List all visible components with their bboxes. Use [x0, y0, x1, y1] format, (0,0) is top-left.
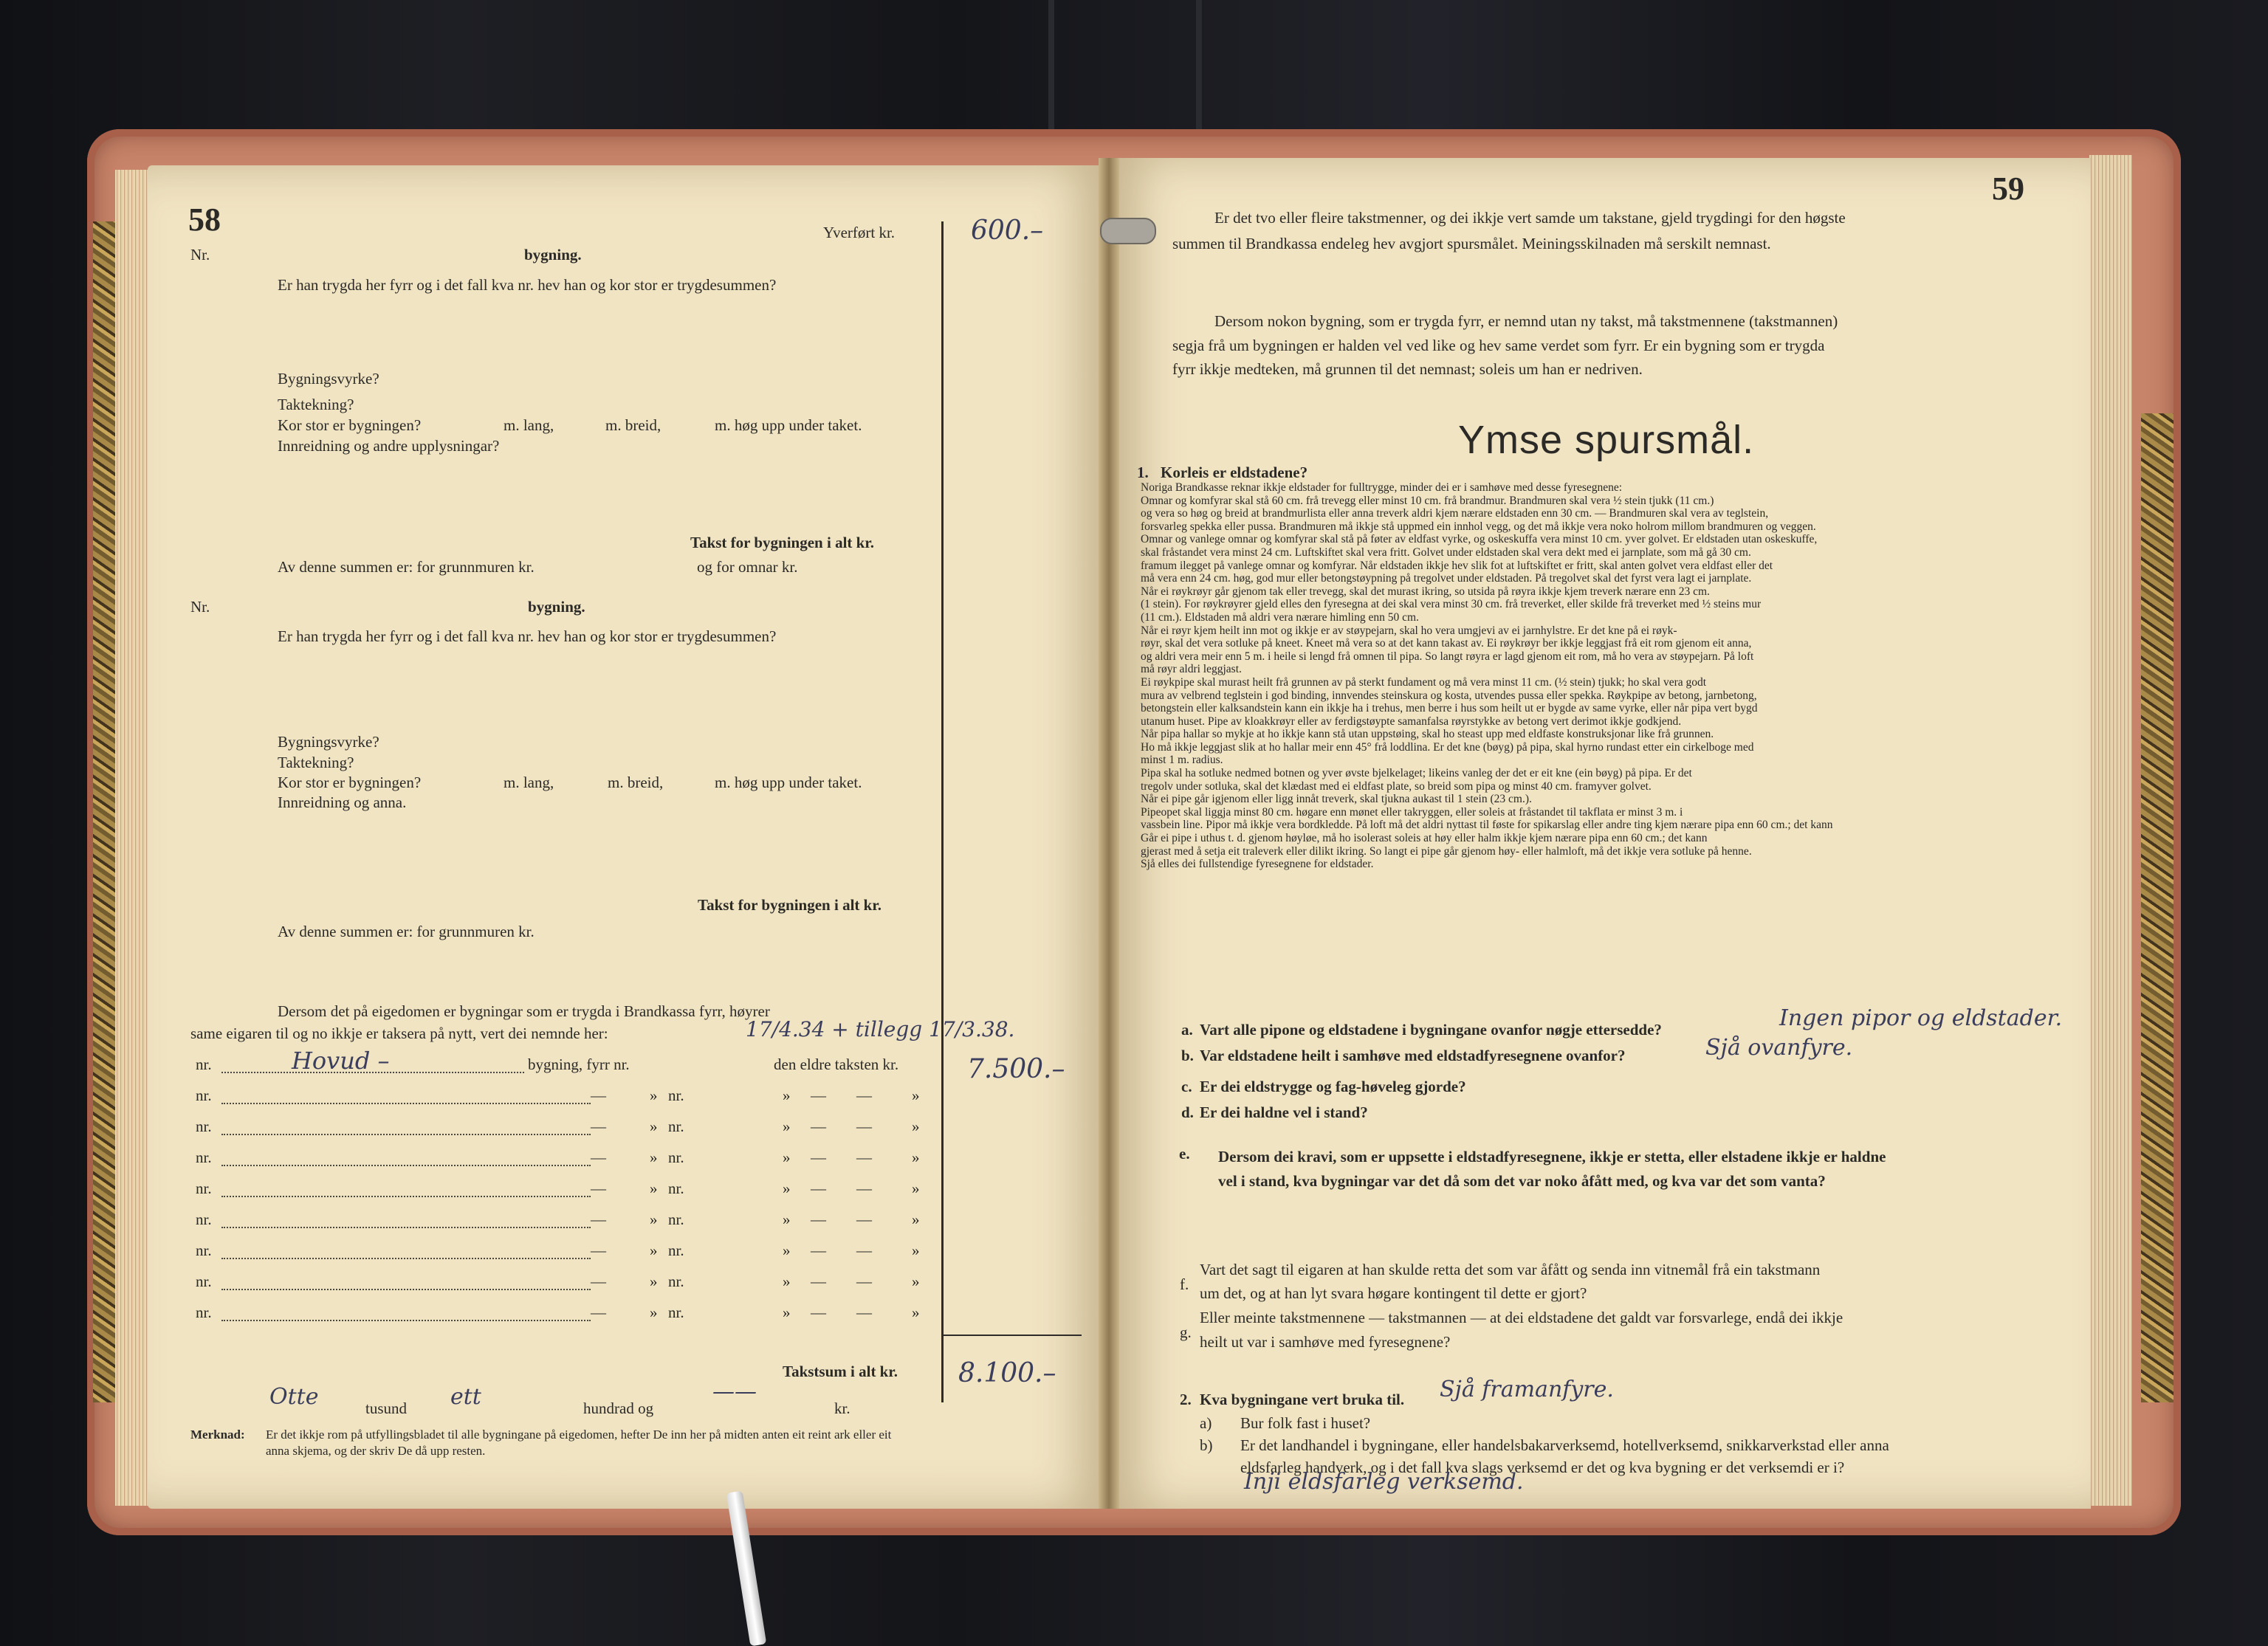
- rule-line: (1 stein). For røykrøyrer gjeld elles den fyresegna at dei skal vera minst 30 cm. frå treverket, eller skilde frå treverket med ½ steins mur: [1141, 598, 1762, 611]
- omnar-label: og for omnar kr.: [697, 558, 798, 576]
- old-row-quote: »: [783, 1304, 791, 1321]
- amount-column-rule: [941, 221, 944, 1402]
- q2b-line2: eldsfarleg handverk, og i det fall kva slags verksemd er det og kva bygning er det verksemdi er i?: [1240, 1459, 1845, 1476]
- rule-line: røyr, skal det vera sotluke på kneet. Kneet må vera so at det kann takast av. Ei røykrøyr ber ikkje leggjast frå eit rom gjenom eit anna,: [1141, 637, 1752, 650]
- qf-line1: Vart det sagt til eigaren at han skulde retta det som var åfått og senda inn vitnemål frå ein takstmann: [1200, 1261, 1821, 1278]
- old-row-leader: [221, 1289, 591, 1290]
- merknad-line2: anna skjema, og der skriv De då upp resten.: [266, 1444, 486, 1458]
- takstsum-handwritten: 8.100.–: [958, 1358, 1056, 1388]
- q2-question: Kva bygningane vert bruka til.: [1200, 1391, 1405, 1408]
- rule-line: (11 cm.). Eldstaden må aldri vera nærare himling enn 50 cm.: [1141, 610, 1419, 624]
- eldre-takst-label: den eldre taksten kr.: [774, 1056, 899, 1073]
- av-denne-label: Av denne summen er: for grunnmuren kr.: [278, 923, 535, 940]
- page-number-left: 58: [188, 202, 221, 238]
- old-row-leader: [221, 1258, 591, 1259]
- rule-line: og aldri vera meir enn 5 m. i heile si lengd frå omnen til pipa. So langt røyra er lagd gjenom eit rom, må ho vera av støypejarn. På loft: [1141, 650, 1754, 663]
- takstsum-label: Takstsum i alt kr.: [783, 1363, 898, 1380]
- eldre-takst-handwritten: 7.500.–: [967, 1054, 1065, 1084]
- old-row-nr-label: nr.: [196, 1211, 212, 1228]
- old-row-dash: —: [811, 1273, 826, 1290]
- old-row-quote: »: [912, 1242, 920, 1259]
- old-row-quote: »: [912, 1211, 920, 1228]
- rule-line: betongstein eller kalksandstein kann ein ikkje ha i trehus, men berre i hus som heilt ut er bygde av same vyrke, eller når pipa vert bygd: [1141, 702, 1758, 715]
- qe-line2: vel i stand, kva bygningar var det då som det var noko åfått med, og kva var det som vanta?: [1218, 1172, 1826, 1190]
- old-row-dash: —: [591, 1242, 606, 1259]
- rule-line: framum ilegget på vanlege omnar og komfyrar. Når eldstaden ikkje hev slik fot at luftskiftet er fritt, skal anten golvet vera eldfast eller det: [1141, 559, 1773, 572]
- page-number-right: 59: [1992, 171, 2024, 207]
- rule-line: minst 1 m. radius.: [1141, 754, 1223, 767]
- qe-label: e.: [1179, 1145, 1190, 1163]
- old-row-quote: »: [783, 1118, 791, 1135]
- old-row-nr-fyrr: nr.: [668, 1149, 684, 1166]
- old-row-dash: —: [856, 1180, 872, 1197]
- qc-question: Er dei eldstrygge og fag-høveleg gjorde?: [1200, 1078, 1466, 1095]
- q2-number: 2.: [1180, 1391, 1192, 1408]
- old-row-quote: »: [783, 1180, 791, 1197]
- dersom-text: Dersom det på eigedomen er bygningar som er trygda i Brandkassa fyrr, høyrer: [278, 1002, 770, 1020]
- rule-line: Noriga Brandkasse reknar ikkje eldstader for fulltrygge, minder dei er i samhøve med desse fyresegnene:: [1141, 481, 1623, 494]
- merknad-label: Merknad:: [190, 1428, 245, 1442]
- q2-handwritten: Sjå framanfyre.: [1440, 1377, 1614, 1402]
- rule-line: tregolv under sotluka, skal det klædast med ei eldfast plate, so breid som pipa og minst 40 cm. framyver golvet.: [1141, 779, 1652, 793]
- old-row-nr-fyrr: nr.: [668, 1118, 684, 1135]
- rule-line: Ho må ikkje leggjast slik at ho hallar meir enn 45° frå loddlina. Er det kne (bøyg) på pipa, skal hyrno rundast etter ein cirkelboge med: [1141, 740, 1754, 754]
- qd-label: d.: [1181, 1103, 1194, 1121]
- qb-question: Var eldstadene heilt i samhøve med eldstadfyresegnene ovanfor?: [1200, 1047, 1626, 1064]
- old-row-dash: —: [811, 1180, 826, 1197]
- old-row-dash: —: [856, 1087, 872, 1104]
- qe-line1: Dersom dei kravi, som er uppsette i eldstadfyresegnene, ikkje er stetta, eller elstadene ikkje er haldne: [1218, 1148, 1886, 1165]
- old-row-quote: »: [912, 1118, 920, 1135]
- old-row-dash: —: [591, 1118, 606, 1135]
- old-row-quote: »: [783, 1242, 791, 1259]
- sum-rule: [941, 1335, 1082, 1336]
- old-row-dash: —: [856, 1304, 872, 1321]
- tusund-label: tusund: [365, 1399, 408, 1417]
- old-row-nr-fyrr: nr.: [668, 1273, 684, 1290]
- rule-line: må røyr aldri leggjast.: [1141, 663, 1242, 676]
- old-row-dash: —: [811, 1304, 826, 1321]
- q2a-question: Bur folk fast i huset?: [1240, 1414, 1371, 1432]
- old-row-dash: —: [856, 1242, 872, 1259]
- hundrad-label: hundrad og: [583, 1399, 654, 1417]
- takst-label: Takst for bygningen i alt kr.: [698, 896, 882, 914]
- taktekning-label: Taktekning?: [278, 754, 354, 771]
- rule-line: og vera so høg og breid at brandmurlista eller anna treverk aldri kjem nærare eldstaden enn 30 cm. — Brandmuren skal vera av teglstein,: [1141, 507, 1769, 520]
- m-lang-label: m. lang,: [504, 416, 554, 434]
- tusund-handwritten: Otte: [269, 1384, 319, 1410]
- m-lang-label: m. lang,: [504, 774, 554, 791]
- trygda-question: Er han trygda her fyrr og i det fall kva nr. hev han og kor stor er trygdesummen?: [278, 627, 777, 645]
- old-row-dash: —: [591, 1149, 606, 1166]
- rule-line: Omnar og vanlege omnar og komfyrar skal stå på føter av eldfast vyrke, og oskeskuffa vera minst 10 cm. yver golvet. Er eldstaden utan oskeskuffe,: [1141, 533, 1818, 546]
- m-breid-label: m. breid,: [605, 416, 662, 434]
- q2b-line1: Er det landhandel i bygningane, eller handelsbakarverksemd, hotellverksemd, snikkarverkstad eller anna: [1240, 1436, 1889, 1454]
- rule-line: Ei røykpipe skal murast heilt frå grunnen av på sterkt fundament og må vera minst 11 cm. (½ stein) tjukk; ho skal vera godt: [1141, 675, 1707, 689]
- q2b-label: b): [1200, 1436, 1213, 1454]
- kr-handwritten: ——: [712, 1379, 757, 1405]
- old-row-dash: —: [591, 1180, 606, 1197]
- qb-handwritten: Sjå ovanfyre.: [1705, 1035, 1853, 1061]
- rule-line: gjerast med å setja eit traleverk eller dilikt ikring. So langt ei pipe går gjenom høy- eller halmloft, må det ikkje vera sotluke på henne.: [1141, 844, 1752, 858]
- old-row-leader: [221, 1227, 591, 1228]
- dersom-line1: Dersom nokon bygning, som er trygda fyrr, er nemnd utan ny takst, må takstmennene (takstmannen): [1214, 312, 1838, 330]
- old-row-quote: »: [783, 1087, 791, 1104]
- old-row-nr-fyrr: nr.: [668, 1211, 684, 1228]
- bygningsvyrke-label: Bygningsvyrke?: [278, 370, 379, 388]
- old-row-nr-fyrr: nr.: [668, 1087, 684, 1104]
- innreidning-label: Innreidning og andre upplysningar?: [278, 437, 500, 455]
- rule-line: Omnar og komfyrar skal stå 60 cm. frå trevegg eller minst 10 cm. frå brandmur. Brandmuren skal vera ½ stein tjukk (11 cm.): [1141, 494, 1714, 507]
- old-row-dash: —: [811, 1087, 826, 1104]
- binding-clip: [1100, 218, 1156, 244]
- old-row-dash: —: [811, 1242, 826, 1259]
- old-row-quote: »: [912, 1087, 920, 1104]
- q1-number: 1.: [1137, 464, 1149, 481]
- old-row-quote: »: [912, 1180, 920, 1197]
- old-row-nr-fyrr: nr.: [668, 1242, 684, 1259]
- rule-line: mura av velbrend teglstein i god binding, innvendes steinskura og kosta, utvendes pussa eller spekka. Røykpipe av betong, jarnbetong,: [1141, 689, 1757, 702]
- dersom-handwritten: 17/4.34 + tillegg 17/3.38.: [746, 1017, 1015, 1041]
- old-row-quote: »: [912, 1149, 920, 1166]
- qf-line2: um det, og at han lyt svara høgare kontingent til dette er gjort?: [1200, 1284, 1587, 1302]
- old-row-nr-label: nr.: [196, 1118, 212, 1135]
- carried-label: Yverført kr.: [823, 224, 896, 241]
- old-row-quote: »: [650, 1149, 658, 1166]
- old-row-leader: [221, 1165, 591, 1166]
- old-row-quote: »: [650, 1211, 658, 1228]
- old-row-dash: —: [811, 1211, 826, 1228]
- q1-title: Korleis er eldstadene?: [1161, 464, 1308, 481]
- qg-line1: Eller meinte takstmennene — takstmannen — at dei eldstadene det galdt var forsvarlege, endå dei ikkje: [1200, 1309, 1843, 1326]
- qd-question: Er dei haldne vel i stand?: [1200, 1103, 1368, 1121]
- nr-label: Nr.: [190, 598, 210, 616]
- old-row-quote: »: [912, 1273, 920, 1290]
- qa-label: a.: [1181, 1021, 1193, 1039]
- qa-question: Vart alle pipone og eldstadene i bygningane ovanfor nøgje ettersedde?: [1200, 1021, 1662, 1039]
- kr-label: kr.: [834, 1399, 850, 1417]
- eldstad-rules: [1141, 481, 2008, 871]
- old-row-dash: —: [856, 1118, 872, 1135]
- old-row-quote: »: [783, 1211, 791, 1228]
- intro-line2: summen til Brandkassa endeleg hev avgjort spursmålet. Meiningsskilnaden må serskilt nemnast.: [1172, 235, 1771, 252]
- page-edges-right: [2089, 155, 2132, 1506]
- old-row-nr-label: nr.: [196, 1149, 212, 1166]
- page-edges-left: [115, 170, 151, 1506]
- rule-line: Pipeopet skal liggja minst 80 cm. høgare enn mønet eller takryggen, eller soleis at fråstandet til takflata er minst 3 m. i: [1141, 805, 1683, 819]
- qa-handwritten: Ingen pipor og eldstader.: [1779, 1005, 2063, 1031]
- first-row-handwritten: Hovud –: [292, 1047, 390, 1075]
- intro-line1: Er det tvo eller fleire takstmenner, og dei ikkje vert samde um takstane, gjeld trygdingi for den høgste: [1214, 209, 1846, 227]
- old-row-leader: [221, 1320, 591, 1321]
- bygning-label: bygning.: [524, 246, 582, 264]
- takst-label: Takst for bygningen i alt kr.: [690, 534, 874, 551]
- marbled-edge-right: [2141, 413, 2174, 1402]
- old-row-nr-label: nr.: [196, 1273, 212, 1290]
- rule-line: utanum huset. Pipe av kloakkrøyr eller av ferdigstøypte samanfalsa røyrstykke av betong vert derimot ikkje godkjend.: [1141, 714, 1682, 728]
- old-row-leader: [221, 1103, 591, 1104]
- rule-line: forsvarleg spekka eller pussa. Brandmuren må ikkje stå uppmed ein innhol vegg, og det må ikkje vera noko holrom millom brandmuren og veggen.: [1141, 520, 1816, 533]
- q2a-label: a): [1200, 1414, 1212, 1432]
- old-row-quote: »: [912, 1304, 920, 1321]
- bygning-fyrr-label: bygning, fyrr nr.: [528, 1056, 630, 1073]
- old-row-dash: —: [811, 1118, 826, 1135]
- hundrad-handwritten: ett: [450, 1384, 481, 1410]
- nr-label: Nr.: [190, 246, 210, 264]
- old-row-dash: —: [591, 1211, 606, 1228]
- old-row-quote: »: [650, 1118, 658, 1135]
- old-row-quote: »: [650, 1304, 658, 1321]
- old-row-nr-label: nr.: [196, 1242, 212, 1259]
- rule-line: Pipa skal ha sotluke nedmed botnen og yver øvste bjelkelaget; likeins vanleg der det er eit kne (ein bøyg) på pipa. Er det: [1141, 767, 1692, 780]
- row-nr-label: nr.: [196, 1056, 212, 1073]
- qf-label: f.: [1180, 1275, 1189, 1293]
- old-row-nr-label: nr.: [196, 1304, 212, 1321]
- q2b-handwritten: Inji eldsfarleg verksemd.: [1244, 1469, 1524, 1495]
- old-row-dash: —: [856, 1149, 872, 1166]
- bygningsvyrke-label: Bygningsvyrke?: [278, 733, 379, 751]
- old-row-quote: »: [650, 1180, 658, 1197]
- old-row-quote: »: [650, 1273, 658, 1290]
- old-row-nr-label: nr.: [196, 1087, 212, 1104]
- rule-line: Når ei røykrøyr går gjenom tak eller trevegg, skal det murast ikring, so utsida på røyra ikkje kjem treverk nærare enn 23 cm.: [1141, 585, 1710, 598]
- rule-line: må vera enn 24 cm. høg, god mur eller betongstøypning på tregolvet under eldstaden. På tregolvet skal det fyrst vera lagt ei jarnplate.: [1141, 572, 1752, 585]
- qg-label: g.: [1180, 1323, 1192, 1341]
- dersom-line2: segja frå um bygningen er halden vel ved like og hev same verdet som fyrr. Er ein bygning som er trygda: [1172, 337, 1825, 354]
- same-eigaren-text: same eigaren til og no ikkje er taksera på nytt, vert dei nemnde her:: [190, 1025, 608, 1042]
- kor-stor-label: Kor stor er bygningen?: [278, 774, 422, 791]
- rule-line: vassbein line. Pipor må ikkje vera bordkledde. På loft må det aldri nyttast til føste for spikarslag eller andre ting kjem nærare pipa enn 60 cm.; det kann: [1141, 819, 1833, 832]
- rule-line: Sjå elles dei fullstendige fyresegnene for eldstader.: [1141, 858, 1374, 871]
- old-row-dash: —: [591, 1087, 606, 1104]
- old-row-dash: —: [856, 1273, 872, 1290]
- rule-line: Når ei pipe går igjenom eller ligg innåt treverk, skal tjukna aukast til 1 stein (23 cm.).: [1141, 793, 1532, 806]
- old-row-dash: —: [591, 1304, 606, 1321]
- qg-line2: heilt ut var i samhøve med fyresegnene?: [1200, 1333, 1451, 1351]
- carried-value-handwritten: 600.–: [971, 216, 1044, 246]
- section-heading: Ymse spursmål.: [1458, 418, 1755, 462]
- bygning-label: bygning.: [528, 598, 585, 616]
- old-row-quote: »: [650, 1087, 658, 1104]
- old-row-dash: —: [591, 1273, 606, 1290]
- old-row-leader: [221, 1134, 591, 1135]
- rule-line: skal fråstandet vera minst 24 cm. Luftskiftet skal vera fritt. Golvet under eldstaden skal vera dekt med ei jarnplate, som må gå 30 cm.: [1141, 545, 1751, 559]
- qb-label: b.: [1181, 1047, 1194, 1064]
- qc-label: c.: [1181, 1078, 1192, 1095]
- rule-line: Når pipa hallar so mykje at ho ikkje kann stå utan uppstøing, skal ho steast upp med eldfaste konstruksjonar like frå grunnen.: [1141, 728, 1714, 741]
- rule-line: Når ei røyr kjem heilt inn mot og ikkje er av støypejarn, skal ho vera umgjevi av ei jarnhylstre. Er det kne på ei røyk-: [1141, 624, 1677, 637]
- trygda-question: Er han trygda her fyrr og i det fall kva nr. hev han og kor stor er trygdesummen?: [278, 276, 777, 294]
- innreidning-label: Innreidning og anna.: [278, 793, 407, 811]
- old-row-nr-fyrr: nr.: [668, 1304, 684, 1321]
- m-breid-label: m. breid,: [608, 774, 664, 791]
- m-hog-label: m. høg upp under taket.: [715, 774, 862, 791]
- old-row-leader: [221, 1196, 591, 1197]
- taktekning-label: Taktekning?: [278, 396, 354, 413]
- m-hog-label: m. høg upp under taket.: [715, 416, 862, 434]
- old-row-dash: —: [811, 1149, 826, 1166]
- merknad-line1: Er det ikkje rom på utfyllingsbladet til alle bygningane på eigedomen, hefter De inn her på midten anten eit reint ark eller eit: [266, 1428, 892, 1442]
- av-denne-label: Av denne summen er: for grunnmuren kr.: [278, 558, 535, 576]
- dersom-line3: fyrr ikkje medteken, må grunnen til det nemnast; soleis um han er nedriven.: [1172, 360, 1643, 378]
- old-row-quote: »: [650, 1242, 658, 1259]
- book-gutter: [1099, 158, 1119, 1509]
- kor-stor-label: Kor stor er bygningen?: [278, 416, 422, 434]
- old-row-nr-label: nr.: [196, 1180, 212, 1197]
- old-row-nr-fyrr: nr.: [668, 1180, 684, 1197]
- old-row-quote: »: [783, 1273, 791, 1290]
- old-row-dash: —: [856, 1211, 872, 1228]
- left-page: [148, 165, 1109, 1509]
- rule-line: Går ei pipe i uthus t. d. gjenom høyløe, må ho isolerast soleis at høy eller halm ikkje kjem nærare pipa enn 60 cm.; det kann: [1141, 832, 1708, 845]
- old-row-quote: »: [783, 1149, 791, 1166]
